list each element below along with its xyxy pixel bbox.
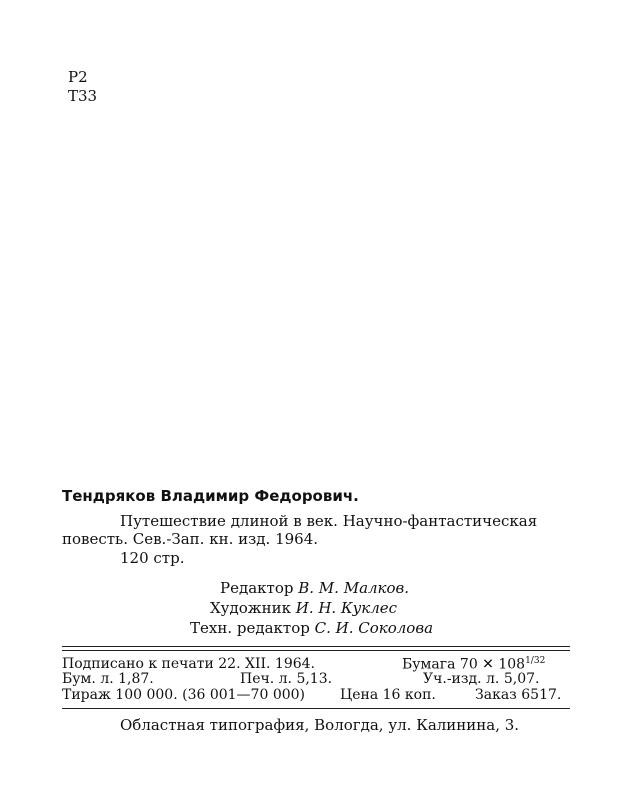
- editor-name: В. М. Малков.: [298, 579, 410, 597]
- classification-codes: [68, 68, 97, 106]
- printer-address: Областная типография, Вологда, ул. Калинина, 3.: [120, 716, 520, 734]
- print-run: Тираж 100 000. (36 001—70 000): [62, 687, 305, 703]
- artist-label: Художник: [210, 599, 291, 617]
- editor-credit: [220, 579, 409, 597]
- artist-name: И. Н. Куклес: [295, 599, 398, 617]
- paper-fraction: 1/32: [525, 656, 546, 666]
- classification-code-2: Т33: [68, 87, 98, 105]
- imprint-bottom-rule: [62, 708, 570, 709]
- classification-code-1: Р2: [68, 68, 88, 86]
- publisher-sheets: Уч.-изд. л. 5,07.: [423, 671, 540, 687]
- imprint-top-rule-inner: [62, 650, 570, 651]
- page-count: 120 стр.: [120, 549, 185, 567]
- price: Цена 16 коп.: [340, 687, 436, 703]
- author-name: Тендряков Владимир Федорович.: [62, 487, 359, 505]
- editor-label: Редактор: [220, 579, 294, 597]
- paper-sheets: Бум. л. 1,87.: [62, 671, 154, 687]
- artist-credit: [210, 599, 397, 617]
- signed-date: Подписано к печати 22. XII. 1964.: [62, 656, 315, 672]
- imprint-top-rule: [62, 646, 570, 647]
- print-sheets: Печ. л. 5,13.: [240, 671, 333, 687]
- paper-size: 70 ✕ 108: [459, 656, 526, 673]
- paper-label: Бумага: [402, 656, 456, 673]
- order-number: Заказ 6517.: [475, 687, 562, 703]
- book-description-line-2: повесть. Сев.-Зап. кн. изд. 1964.: [62, 530, 319, 548]
- tech-editor-label: Техн. редактор: [190, 619, 310, 637]
- book-description-line-1: Путешествие длиной в век. Научно-фантастическая: [120, 512, 538, 530]
- tech-editor-name: С. И. Соколова: [314, 619, 434, 637]
- tech-editor-credit: [190, 619, 433, 637]
